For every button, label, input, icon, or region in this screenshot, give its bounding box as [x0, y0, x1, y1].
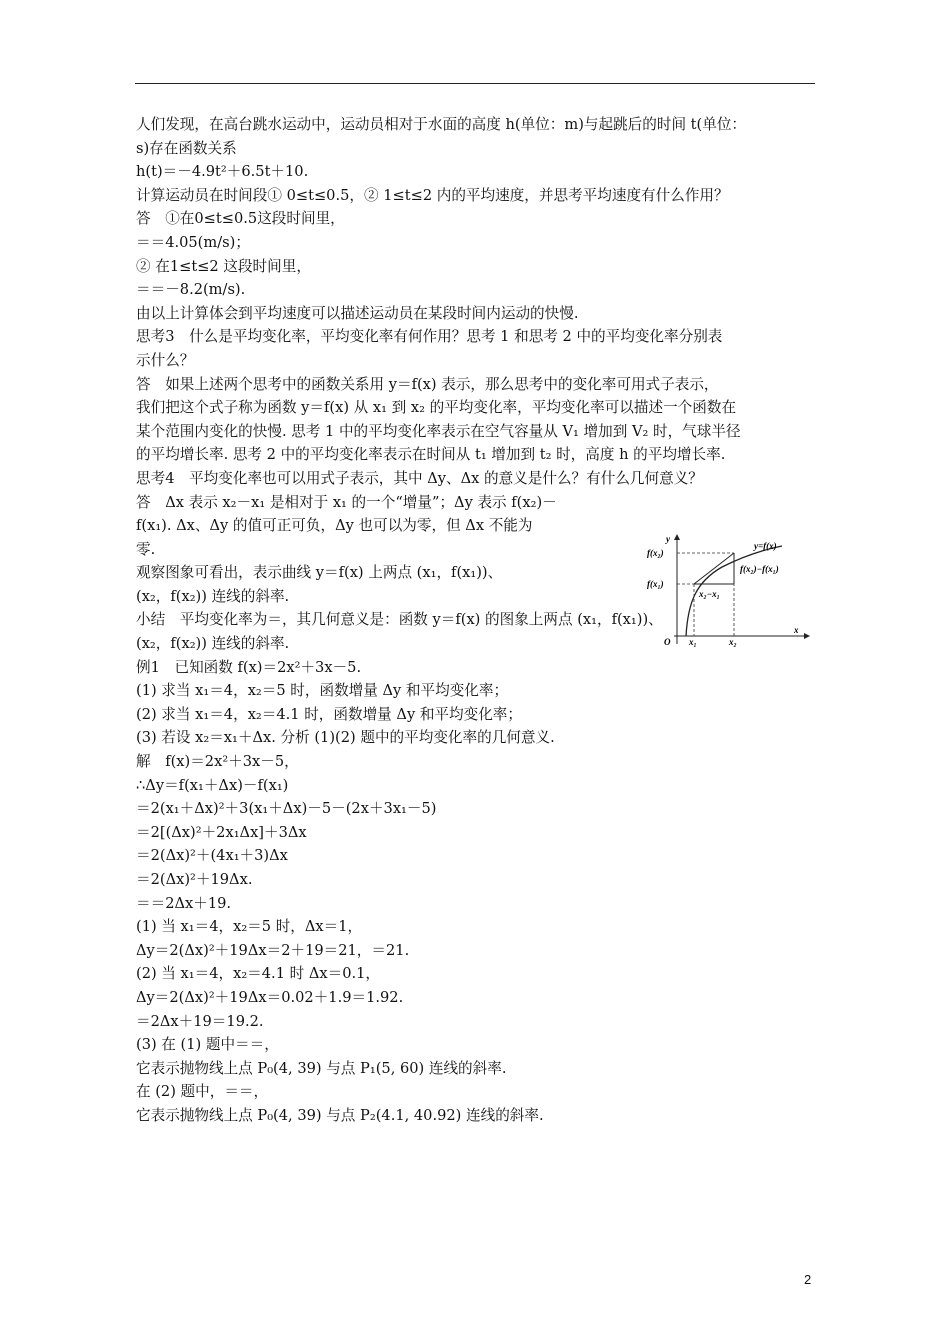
text-line: 它表示抛物线上点 P₀(4, 39) 与点 P₂(4.1, 40.92) 连线的斜率.	[136, 1106, 544, 1124]
dx-label: x₂−x₁	[699, 589, 720, 599]
text-line: (x₂，f(x₂)) 连线的斜率.	[136, 635, 290, 653]
text-line: 答 ①在0≤t≤0.5这段时间里，	[136, 210, 345, 228]
text-line: ＝2[(Δx)²＋2x₁Δx]＋3Δx	[136, 823, 307, 841]
text-line: 观察图象可看出，表示曲线 y＝f(x) 上两点 (x₁，f(x₁))、	[136, 564, 503, 582]
fx1-label: f(x₁)	[647, 579, 664, 589]
text-line: ∴Δy＝f(x₁＋Δx)－f(x₁)	[136, 776, 289, 794]
text-line: 人们发现，在高台跳水运动中，运动员相对于水面的高度 h(单位：m)与起跳后的时间 t(单位：	[136, 116, 747, 133]
average-rate-figure	[644, 532, 814, 650]
text-line: (x₂，f(x₂)) 连线的斜率.	[136, 587, 290, 605]
text-line: 小结 平均变化率为＝，其几何意义是：函数 y＝f(x) 的图象上两点 (x₁，f(x₁))、	[136, 611, 663, 629]
text-line: ＝2(Δx)²＋(4x₁＋3)Δx	[136, 847, 288, 865]
x-axis-label: x	[794, 625, 799, 635]
x1-label: x₁	[689, 637, 697, 647]
text-line: 我们把这个式子称为函数 y＝f(x) 从 x₁ 到 x₂ 的平均变化率，平均变化率可以描述一个函数在	[136, 399, 737, 417]
text-line: 思考3 什么是平均变化率，平均变化率有何作用？思考 1 和思考 2 中的平均变化率分别表	[136, 328, 723, 346]
text-line: h(t)＝－4.9t²＋6.5t＋10.	[136, 163, 309, 181]
text-line: 解 f(x)＝2x²＋3x－5，	[136, 753, 299, 771]
text-line: 思考4 平均变化率也可以用式子表示，其中 Δy、Δx 的意义是什么？有什么几何意义？	[136, 469, 703, 487]
text-line: ＝＝4.05(m/s)；	[136, 233, 250, 251]
text-line: (1) 当 x₁＝4，x₂＝5 时，Δx＝1，	[136, 918, 363, 936]
x-axis-arrow	[804, 633, 810, 639]
text-line: ＝＝－8.2(m/s).	[136, 281, 246, 299]
secant-line	[694, 553, 734, 584]
text-line: 答 Δx 表示 x₂－x₁ 是相对于 x₁ 的一个“增量”；Δy 表示 f(x₂)－	[136, 493, 557, 511]
text-line: (2) 当 x₁＝4，x₂＝4.1 时 Δx＝0.1，	[136, 965, 381, 983]
text-line: 在 (2) 题中，＝＝，	[136, 1083, 269, 1101]
text-line: Δy＝2(Δx)²＋19Δx＝2＋19＝21，＝21.	[136, 941, 410, 959]
x2-label: x₂	[729, 637, 737, 647]
text-line: 例1 已知函数 f(x)＝2x²＋3x－5.	[136, 658, 362, 676]
curve-label: y=f(x)	[754, 541, 777, 551]
text-line: 由以上计算体会到平均速度可以描述运动员在某段时间内运动的快慢.	[136, 304, 579, 322]
text-line: Δy＝2(Δx)²＋19Δx＝0.02＋1.9＝1.92.	[136, 988, 404, 1006]
dy-label: f(x₂)−f(x₁)	[740, 564, 779, 574]
text-line: ＝2Δx＋19＝19.2.	[136, 1012, 264, 1030]
y-axis-label: y	[666, 534, 670, 544]
text-line: 计算运动员在时间段① 0≤t≤0.5，② 1≤t≤2 内的平均速度，并思考平均速度有什么作用？	[136, 186, 729, 204]
text-line: 示什么？	[136, 351, 195, 369]
text-line: ＝2(x₁＋Δx)²＋3(x₁＋Δx)－5－(2x＋3x₁－5)	[136, 800, 437, 818]
header-rule	[135, 83, 815, 84]
text-line: 答 如果上述两个思考中的函数关系用 y＝f(x) 表示，那么思考中的变化率可用式子表示，	[136, 375, 719, 393]
text-line: s)存在函数关系	[136, 139, 237, 157]
text-line: (1) 求当 x₁＝4，x₂＝5 时，函数增量 Δy 和平均变化率；	[136, 682, 509, 700]
text-line: ＝2(Δx)²＋19Δx.	[136, 871, 253, 888]
text-line: (3) 在 (1) 题中＝＝，	[136, 1036, 279, 1054]
fx2-label: f(x₂)	[647, 548, 664, 558]
page-number: 2	[804, 1272, 812, 1287]
text-line: f(x₁). Δx、Δy 的值可正可负，Δy 也可以为零，但 Δx 不能为	[136, 517, 533, 535]
text-line: (3) 若设 x₂＝x₁＋Δx. 分析 (1)(2) 题中的平均变化率的几何意义.	[136, 729, 555, 747]
text-line: ＝＝2Δx＋19.	[136, 894, 232, 912]
y-axis-arrow	[674, 534, 680, 540]
text-line: 的平均增长率. 思考 2 中的平均变化率表示在时间从 t₁ 增加到 t₂ 时，高度 h 的平均增长率.	[136, 446, 726, 464]
origin-label: O	[664, 637, 671, 647]
text-line: 零.	[136, 540, 156, 558]
text-line: 它表示抛物线上点 P₀(4, 39) 与点 P₁(5, 60) 连线的斜率.	[136, 1059, 507, 1077]
text-line: ② 在1≤t≤2 这段时间里，	[136, 257, 311, 275]
text-line: (2) 求当 x₁＝4，x₂＝4.1 时，函数增量 Δy 和平均变化率；	[136, 705, 522, 723]
text-line: 某个范围内变化的快慢. 思考 1 中的平均变化率表示在空气容量从 V₁ 增加到 V₂ 时，气球半径	[136, 422, 741, 440]
